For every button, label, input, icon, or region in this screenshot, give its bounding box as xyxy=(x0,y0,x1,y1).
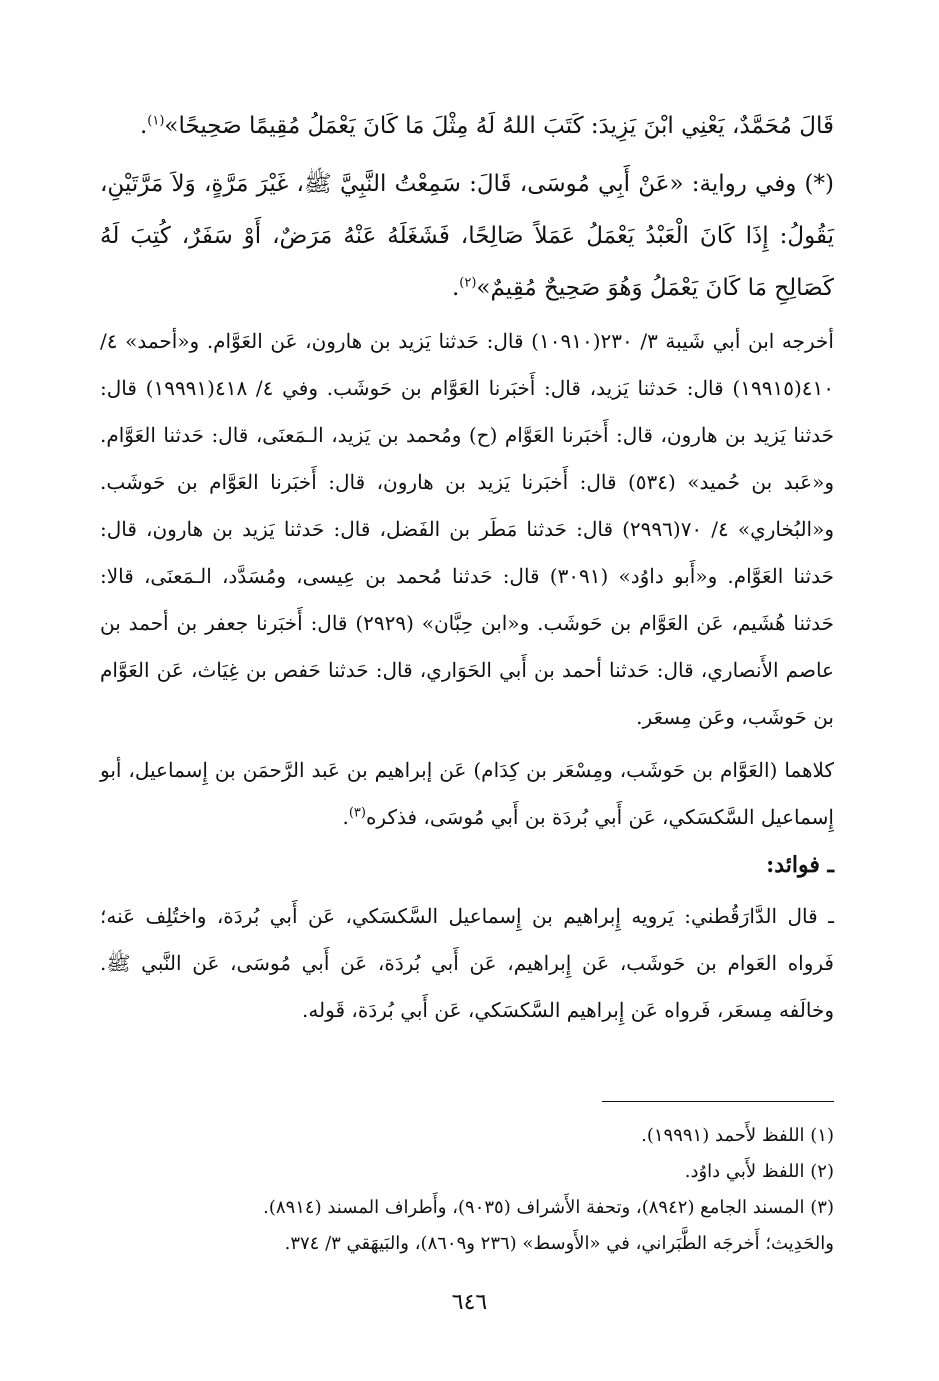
page-number: ٦٤٦ xyxy=(451,1290,488,1315)
fawaid-heading: ـ فوائد: xyxy=(766,852,834,878)
main-text xyxy=(100,100,834,1034)
daraqutni-paragraph: ـ قال الدَّارَقُطني: يَرويه إِبراهيم بن إِسماعيل السَّكسَكي، عَن أَبي بُردَة، واختُلِف عَنه؛ فَرواه العَوام بن حَوشَب، عَن إِبراهيم، عَن أَبي بُردَة، عَن أَبي مُوسَى، عَن النَّبي ﷺ. وخالَفه مِسعَر، فَرواه عَن إِبراهيم السَّكسَكي، عَن أَبي بُردَة، قَوله. xyxy=(100,904,834,1022)
riwaya-paragraph xyxy=(100,158,834,314)
riwaya-text: (*) وفي رواية: «عَنْ أَبِي مُوسَى، قَالَ: سَمِعْتُ النَّبِيَّ ﷺ، غَيْرَ مَرَّةٍ، وَلاَ مَرَّتَيْنِ، يَقُولُ: إِذَا كَانَ الْعَبْدُ يَعْمَلُ عَمَلاً صَالِحًا، فَشَغَلَهُ عَنْهُ مَرَضٌ، أَوْ سَفَرٌ، كُتِبَ لَهُ كَصَالِحِ مَا كَانَ يَعْمَلُ وَهُوَ صَحِيحٌ مُقِيمٌ» xyxy=(100,171,834,301)
footnote-3-continuation: والحَدِيث؛ أَخرجَه الطَّبَراني، في «الأَوسط» (٢٣٦ و٨٦٠٩)، والبَيهَقي ٣/ ٣٧٤. xyxy=(284,1233,834,1254)
isnad-summary-period: . xyxy=(342,805,349,829)
hadith-ending-text: قَالَ مُحَمَّدٌ، يَعْنِي ابْنَ يَزِيدَ: كَتَبَ اللهُ لَهُ مِثْلَ مَا كَانَ يَعْمَلُ مُقِيمًا صَحِيحًا» xyxy=(164,113,834,139)
footnote-1: (١) اللفظ لأَحمد (١٩٩٩١). xyxy=(641,1125,834,1146)
isnad-summary-paragraph xyxy=(100,747,834,841)
footnote-3: (٣) المسند الجامع (٨٩٤٢)، وتحفة الأَشراف (٩٠٣٥)، وأَطراف المسند (٨٩١٤). xyxy=(263,1197,834,1218)
takhrij-paragraph: أخرجه ابن أبي شَيبة ٣/ ٢٣٠(١٠٩١٠) قال: حَدثنا يَزيد بن هارون، عَن العَوَّام. و«أحمد» ٤/ ٤١٠(١٩٩١٥) قال: حَدثنا يَزيد، قال: أَخبَرنا العَوَّام بن حَوشَب. وفي ٤/ ٤١٨(١٩٩٩١) قال: حَدثنا يَزيد بن هارون، قال: أَخبَرنا العَوَّام (ح) ومُحمد بن يَزيد، الـمَعنَى، قال: حَدثنا العَوَّام. و«عَبد بن حُميد» (٥٣٤) قال: أَخبَرنا يَزيد بن هارون، قال: أَخبَرنا العَوَّام بن حَوشَب. و«البُخاري» ٤/ ٧٠(٢٩٩٦) قال: حَدثنا مَطَر بن الفَضل، قال: حَدثنا يَزيد بن هارون، قال: حَدثنا العَوَّام. و«أَبو داوُد» (٣٠٩١) قال: حَدثنا مُحمد بن عِيسى، ومُسَدَّد، الـمَعنَى، قالا: حَدثنا هُشَيم، عَن العَوَّام بن حَوشَب. و«ابن حِبَّان» (٢٩٢٩) قال: أَخبَرنا جعفر بن أحمد بن عاصم الأَنصاري، قال: حَدثنا أحمد بن أَبي الحَوَاري، قال: حَدثنا حَفص بن غِيَاث، عَن العَوَّام بن حَوشَب، وعَن مِسعَر. xyxy=(100,329,834,729)
isnad-summary-text: كلاهما (العَوَّام بن حَوشَب، ومِسْعَر بن كِدَام) عَن إبراهيم بن عَبد الرَّحمَن بن إِسماعيل، أبو إِسماعيل السَّكسَكي، عَن أَبي بُردَة بن أَبي مُوسَى، فذكره xyxy=(100,758,834,829)
footnote-ref-3: (٣) xyxy=(348,805,366,821)
hadith-ending-paragraph xyxy=(100,100,834,152)
footnote-divider xyxy=(602,1101,834,1102)
footnotes xyxy=(100,1118,834,1262)
hadith-ending-period: . xyxy=(139,113,148,139)
footnote-2: (٢) اللفظ لأَبي داوُد. xyxy=(684,1161,834,1182)
footnote-ref-2: (٢) xyxy=(459,275,477,291)
riwaya-period: . xyxy=(451,275,460,301)
footnote-ref-1: (١) xyxy=(147,113,165,129)
